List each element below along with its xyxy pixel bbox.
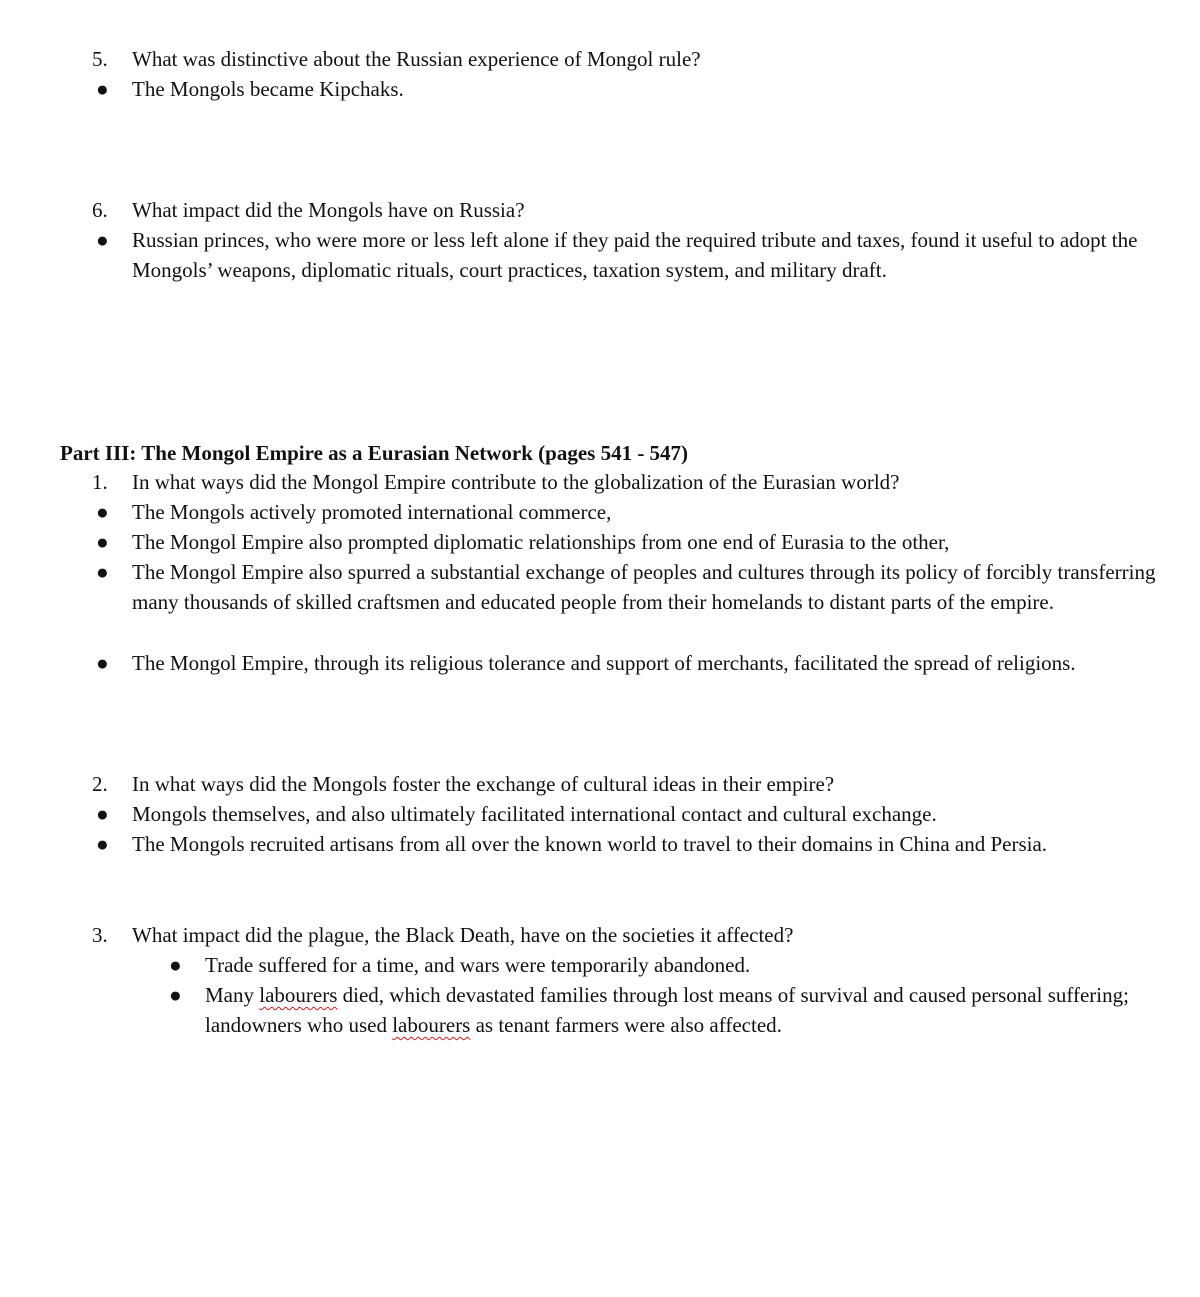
answer-text: Mongols themselves, and also ultimately facilitated international contact and cultural exchange. <box>132 802 937 826</box>
bullet-icon: ● <box>96 500 109 524</box>
question-text: What impact did the plague, the Black Death, have on the societies it affected? <box>132 923 794 947</box>
bullet-icon: ● <box>96 832 109 856</box>
answer-text-part: Many <box>205 983 260 1007</box>
question-text: In what ways did the Mongols foster the exchange of cultural ideas in their empire? <box>132 772 835 796</box>
question-text: In what ways did the Mongol Empire contribute to the globalization of the Eurasian world? <box>132 470 900 494</box>
spellcheck-flagged-word[interactable]: labourers <box>392 1013 471 1037</box>
bullet-icon: ● <box>169 983 182 1007</box>
question-number: 6. <box>92 198 108 222</box>
question-text: What impact did the Mongols have on Russia? <box>132 198 525 222</box>
spellcheck-flagged-word[interactable]: labourers <box>259 983 338 1007</box>
answer-text: The Mongol Empire also spurred a substantial exchange of peoples and cultures through its policy of forcibly transferring many thousands of skilled craftsmen and educated people from their homelands to distant parts of the empire. <box>132 560 1156 614</box>
answer-text: The Mongol Empire, through its religious tolerance and support of merchants, facilitated the spread of religions. <box>132 651 1076 675</box>
bullet-icon: ● <box>96 651 109 675</box>
question-number: 5. <box>92 47 108 71</box>
answer-text-part: died, which devastated families through lost means of survival and caused personal suffering; landowners who used <box>205 983 1129 1037</box>
answer-text: The Mongols actively promoted international commerce, <box>132 500 612 524</box>
bullet-icon: ● <box>96 802 109 826</box>
question-number: 3. <box>92 923 108 947</box>
answer-text: Trade suffered for a time, and wars were temporarily abandoned. <box>205 953 751 977</box>
answer-text <box>205 980 1160 1040</box>
question-number: 2. <box>92 772 108 796</box>
bullet-icon: ● <box>96 530 109 554</box>
answer-text-part: as tenant farmers were also affected. <box>470 1013 782 1037</box>
question-number: 1. <box>92 470 108 494</box>
answer-text: The Mongol Empire also prompted diplomatic relationships from one end of Eurasia to the other, <box>132 530 950 554</box>
answer-text: Russian princes, who were more or less left alone if they paid the required tribute and taxes, found it useful to adopt the Mongols’ weapons, diplomatic rituals, court practices, taxation system, and military draft. <box>132 228 1138 282</box>
bullet-icon: ● <box>96 560 109 584</box>
bullet-icon: ● <box>96 228 109 252</box>
answer-text: The Mongols became Kipchaks. <box>132 77 404 101</box>
question-text: What was distinctive about the Russian experience of Mongol rule? <box>132 47 701 71</box>
section-heading: Part III: The Mongol Empire as a Eurasian Network (pages 541 - 547) <box>60 441 689 465</box>
bullet-icon: ● <box>169 953 182 977</box>
answer-text: The Mongols recruited artisans from all over the known world to travel to their domains in China and Persia. <box>132 832 1048 856</box>
bullet-icon: ● <box>96 77 109 101</box>
